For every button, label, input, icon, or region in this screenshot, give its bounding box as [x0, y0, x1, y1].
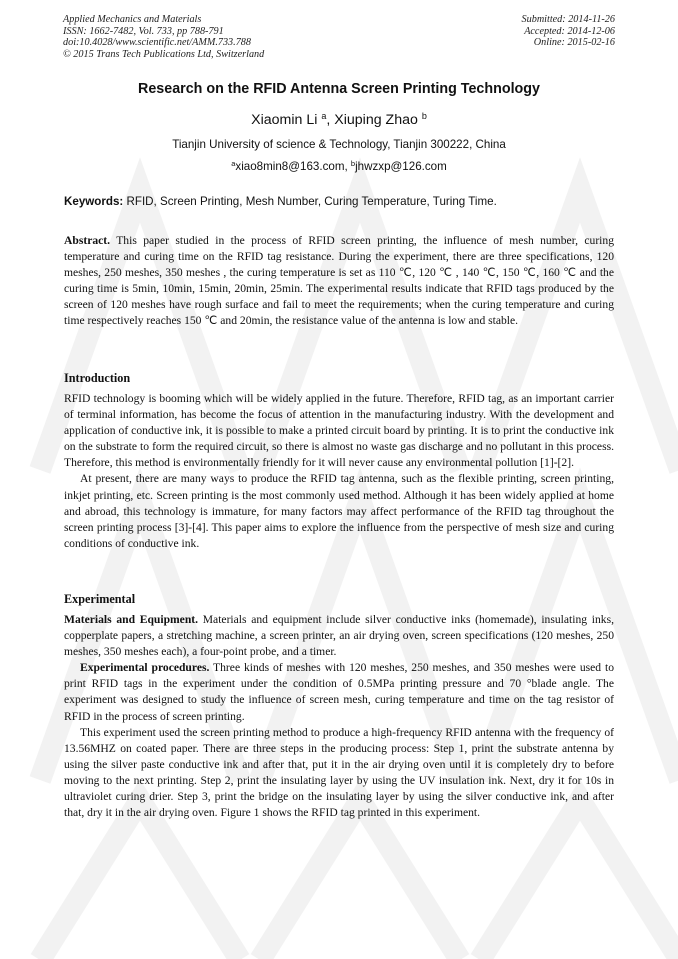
- abstract: [64, 233, 614, 330]
- date-accepted: Accepted: 2014-12-06: [524, 25, 615, 37]
- author-emails: [0, 160, 678, 173]
- paper-title: Research on the RFID Antenna Screen Printing Technology: [138, 81, 540, 97]
- journal-copyright: © 2015 Trans Tech Publications Ltd, Switzerland: [63, 48, 265, 60]
- experimental-body: [64, 612, 614, 821]
- section-heading-experimental: Experimental: [64, 592, 136, 606]
- author-name: Xiaomin Li: [251, 112, 318, 128]
- author-superscript: a: [321, 111, 327, 121]
- introduction-body: [64, 391, 614, 552]
- author-superscript: b: [421, 111, 427, 121]
- paragraph: [64, 612, 614, 660]
- journal-name: Applied Mechanics and Materials: [63, 14, 202, 25]
- paragraph: This experiment used the screen printing method to produce a high-frequency RFID antenna with the frequency of 13.56MHZ on coated paper. There are three steps in the producing process: Step 1, print the substrate antenna by using the silver paste conductive ink and after that, put it in the air drying oven until it is completely dry to before moving to the next printing. Step 2, print the insulating layer by using the UV insulation ink. Next, dry it for 10s in ultraviolet curing drier. Step 3, print the bridge on the insulating layer by using the silver conductive ink, and after that, dry it in the air drying oven. Figure 1 shows the RFID tag printed in this experiment.: [64, 725, 614, 820]
- email-superscript: a: [231, 159, 236, 168]
- keywords-text: RFID, Screen Printing, Mesh Number, Curing Temperature, Turing Time.: [123, 195, 497, 208]
- email-address: jhwzxp@126.com: [355, 160, 447, 173]
- journal-info: [63, 14, 264, 60]
- section-heading-introduction: Introduction: [64, 371, 131, 385]
- paragraph-text: Three kinds of meshes with 120 meshes, 250 meshes, and 350 meshes were used to print RFID tags in the experiment under the condition of 0.5MPa printing pressure and 70 °blade angle. The experiment was designed to study the influence of screen mesh, curing temperature and time on the tag resistor of RFID in the process of screen printing.: [64, 661, 614, 723]
- email-address: xiao8min8@163.com,: [235, 160, 351, 173]
- date-submitted: Submitted: 2014-11-26: [521, 14, 615, 25]
- keywords: [64, 195, 614, 208]
- author-separator: ,: [326, 112, 335, 128]
- journal-doi: doi:10.4028/www.scientific.net/AMM.733.788: [63, 37, 251, 49]
- paragraph: [64, 660, 614, 724]
- abstract-text: This paper studied in the process of RFID screen printing, the influence of mesh number, curing temperature and curing time on the RFID tag resistance. During the experiment, there are three specifications, 120 meshes, 250 meshes, 350 meshes , the curing temperature is set as 110 ℃, 120 ℃ , 140 ℃, 150 ℃, 160 ℃ and the curing time is 5min, 10min, 15min, 20min, 25min. The experimental results indicate that RFID tags produced by the screen of 120 meshes have rough surface and fail to meet the requirements; when the curing temperature and curing time respectively reaches 150 ℃ and 20min, the resistance value of the antenna is low and stable.: [64, 234, 614, 328]
- publication-dates: [522, 14, 615, 49]
- abstract-label: Abstract.: [64, 234, 111, 247]
- paragraph: RFID technology is booming which will be widely applied in the future. Therefore, RFID tag, as an important carrier of terminal information, has become the focus of attention in the manufacturing industry. With the development and application of conductive ink, it is possible to make a printed circuit board by printing. It is to print the conductive ink on the substrate to form the required circuit, so there is almost no waste gas discharge and no pollutant in this process. Therefore, this method is environmentally friendly for it will never cause any environmental pollution [1]-[2].: [64, 392, 614, 470]
- affiliation: Tianjin University of science & Technology, Tianjin 300222, China: [172, 138, 506, 151]
- paragraph-text: Materials and equipment include silver conductive inks (homemade), insulating inks, copperplate papers, a stretching machine, a screen printer, an air drying oven, screen specifications (120 meshes, 250 meshes, 350 meshes each), a four-point probe, and a timer.: [64, 613, 614, 659]
- journal-issn: ISSN: 1662-7482, Vol. 733, pp 788-791: [63, 25, 224, 37]
- subsection-label: Experimental procedures.: [80, 661, 210, 675]
- author-list: [0, 112, 678, 128]
- subsection-label: Materials and Equipment.: [64, 613, 199, 626]
- email-superscript: b: [350, 159, 356, 168]
- author-name: Xiuping Zhao: [334, 112, 418, 128]
- paragraph: At present, there are many ways to produce the RFID tag antenna, such as the flexible printing, screen printing, inkjet printing, etc. Screen printing is the most commonly used method. Although it has been widely applied at home and abroad, this technology is immature, for many factors may affect performance of the RFID tag throughout the screen printing process [3]-[4]. This paper aims to explore the influence from the perspective of mesh size and curing conditions of conductive ink.: [64, 472, 614, 550]
- date-online: Online: 2015-02-16: [533, 37, 615, 49]
- keywords-label: Keywords:: [64, 195, 124, 208]
